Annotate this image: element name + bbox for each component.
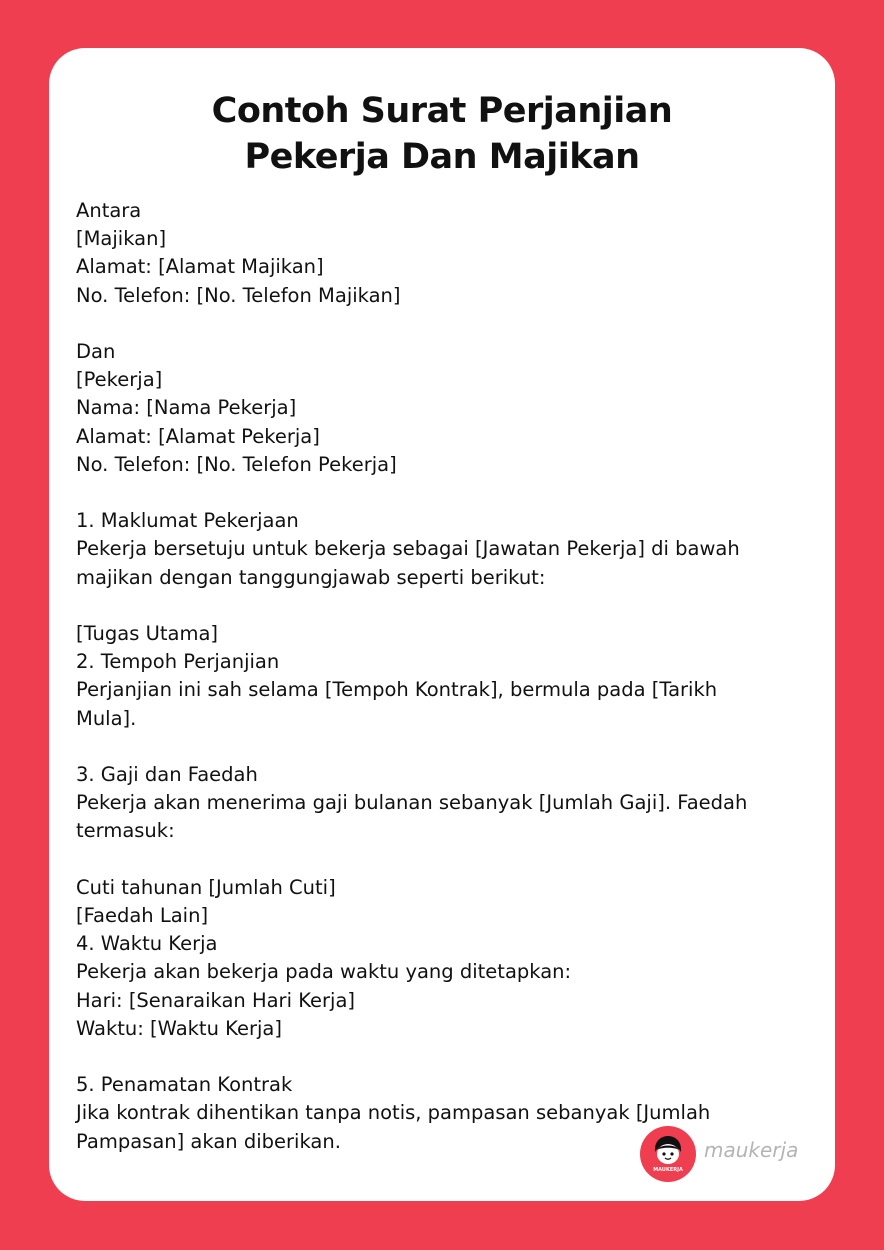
spacer bbox=[76, 846, 816, 874]
section-1 bbox=[76, 507, 816, 648]
employer-block bbox=[76, 197, 816, 310]
employer-address: Alamat: [Alamat Majikan] bbox=[76, 255, 324, 279]
title-line-2: Pekerja Dan Majikan bbox=[244, 137, 640, 177]
section-3-line: termasuk: bbox=[76, 819, 175, 843]
spacer bbox=[76, 310, 816, 338]
section-5-heading: 5. Penamatan Kontrak bbox=[76, 1073, 293, 1097]
document-body bbox=[76, 197, 816, 1156]
section-1-item: [Tugas Utama] bbox=[76, 622, 219, 645]
spacer bbox=[76, 592, 816, 620]
section-3-line: Pekerja akan menerima gaji bulanan sebanyak [Jumlah Gaji]. Faedah bbox=[76, 791, 748, 815]
employee-role: [Pekerja] bbox=[76, 368, 163, 392]
section-4-line: Pekerja akan bekerja pada waktu yang ditetapkan: bbox=[76, 960, 572, 984]
section-3 bbox=[76, 761, 816, 930]
employee-intro: Dan bbox=[76, 340, 116, 363]
document-title bbox=[0, 88, 884, 180]
section-3-item: Cuti tahunan [Jumlah Cuti] bbox=[76, 875, 336, 899]
section-1-line: Pekerja bersetuju untuk bekerja sebagai [Jawatan Pekerja] di bawah bbox=[76, 537, 740, 561]
section-3-heading: 3. Gaji dan Faedah bbox=[76, 763, 258, 786]
employee-name: Nama: [Nama Pekerja] bbox=[76, 396, 297, 420]
brand-name: maukerja bbox=[704, 1138, 799, 1162]
spacer bbox=[76, 479, 816, 507]
employee-address: Alamat: [Alamat Pekerja] bbox=[76, 424, 320, 448]
section-1-heading: 1. Maklumat Pekerjaan bbox=[76, 509, 299, 533]
section-5-line: Jika kontrak dihentikan tanpa notis, pampasan sebanyak [Jumlah bbox=[76, 1101, 711, 1125]
employer-role: [Majikan] bbox=[76, 227, 167, 251]
section-2-line: Perjanjian ini sah selama [Tempoh Kontrak], bermula pada [Tarikh bbox=[76, 678, 718, 702]
spacer bbox=[76, 1043, 816, 1071]
employee-phone: No. Telefon: [No. Telefon Pekerja] bbox=[76, 452, 397, 476]
section-4-heading: 4. Waktu Kerja bbox=[76, 932, 218, 956]
section-4-line: Waktu: [Waktu Kerja] bbox=[76, 1016, 282, 1040]
spacer bbox=[76, 733, 816, 761]
section-5-line: Pampasan] akan diberikan. bbox=[76, 1129, 341, 1153]
section-3-item: [Faedah Lain] bbox=[76, 904, 209, 927]
employer-phone: No. Telefon: [No. Telefon Majikan] bbox=[76, 283, 401, 307]
section-1-line: majikan dengan tanggungjawab seperti berikut: bbox=[76, 565, 546, 589]
section-2-line: Mula]. bbox=[76, 706, 137, 730]
logo-text: MAUKERJA bbox=[653, 1167, 683, 1173]
maukerja-logo-icon bbox=[640, 1126, 696, 1182]
section-4 bbox=[76, 930, 816, 1043]
section-2-heading: 2. Tempoh Perjanjian bbox=[76, 650, 280, 674]
title-line-1: Contoh Surat Perjanjian bbox=[211, 91, 673, 131]
section-4-line: Hari: [Senaraikan Hari Kerja] bbox=[76, 988, 355, 1012]
section-2 bbox=[76, 648, 816, 733]
employer-intro: Antara bbox=[76, 199, 142, 222]
employee-block bbox=[76, 338, 816, 479]
